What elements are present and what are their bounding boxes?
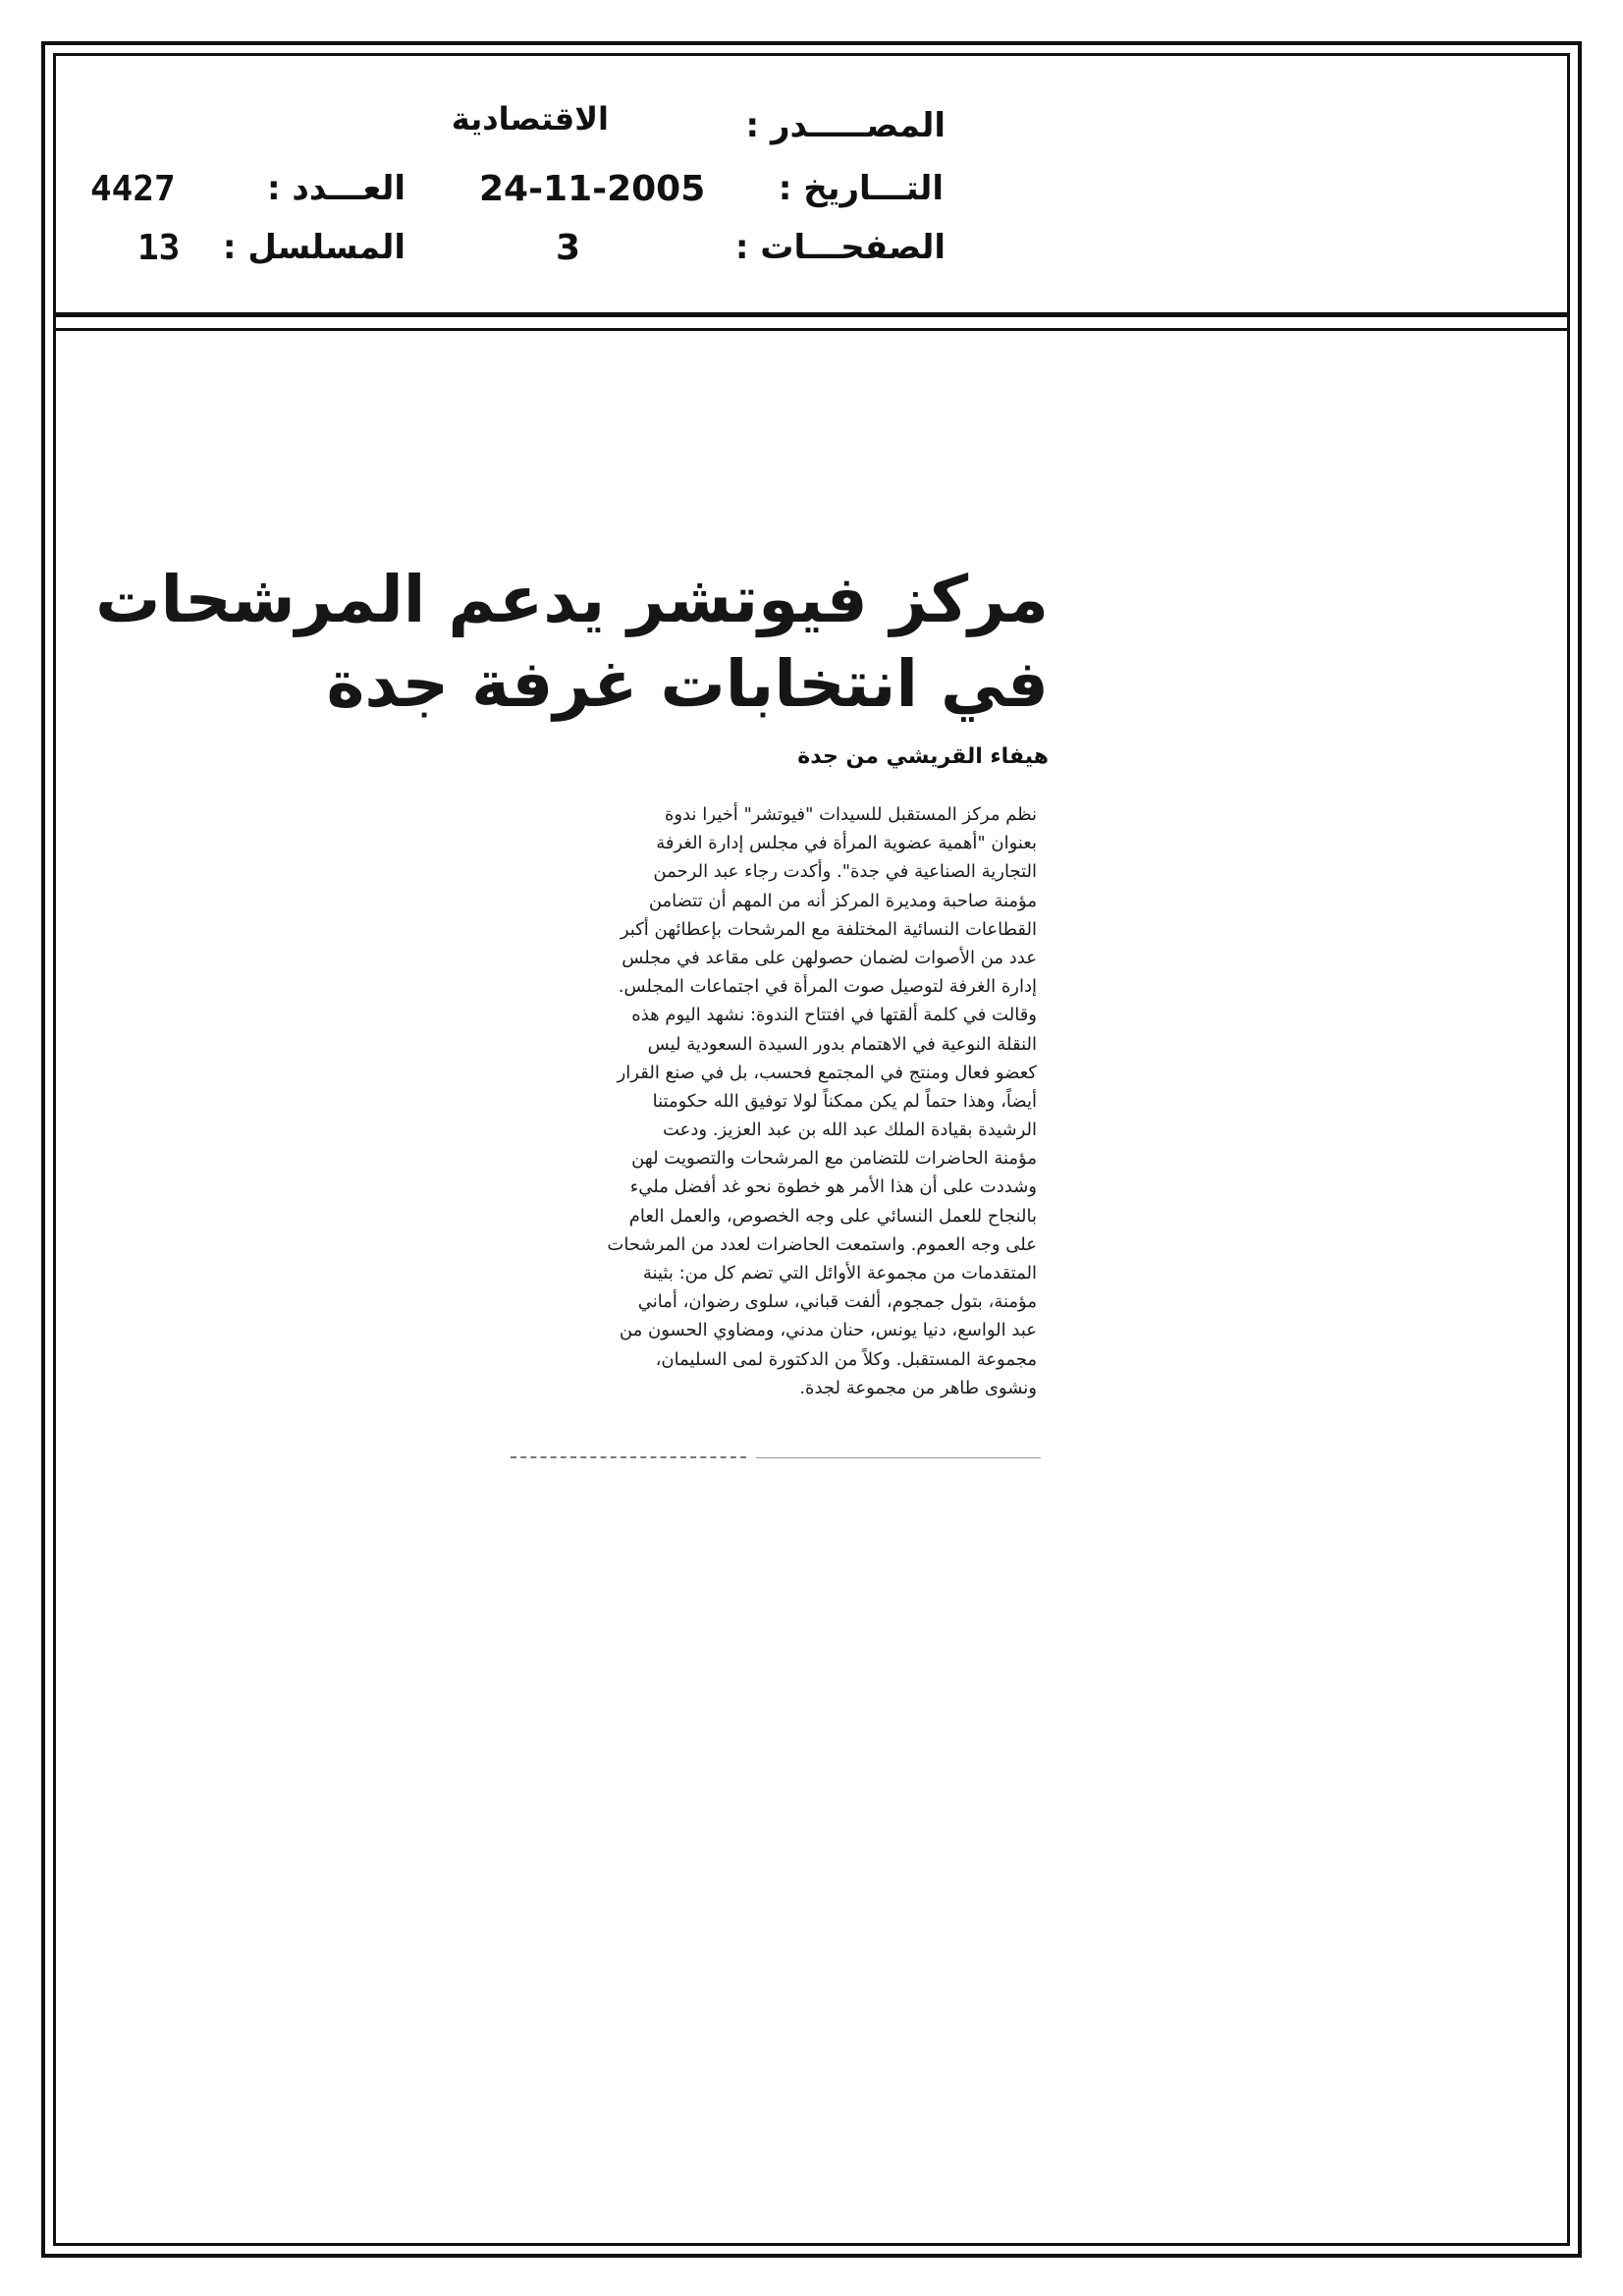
body-line: مؤمنة صاحبة ومديرة المركز أنه من المهم أن تتضامن <box>648 890 1037 911</box>
body-line: مجموعة المستقبل. وكلاً من الدكتورة لمى السليمان، <box>655 1348 1037 1370</box>
pages-value: 3 <box>556 228 581 268</box>
body-line: كعضو فعال ومنتج في المجتمع فحسب، بل في صنع القرار <box>617 1062 1037 1083</box>
headline-line-1: مركز فيوتشر يدعم المرشحات <box>95 562 1049 637</box>
body-line: وقالت في كلمة ألقتها في افتتاح الندوة: نشهد اليوم هذه <box>631 1005 1037 1026</box>
body-line: مؤمنة، بتول جمجوم، ألفت قباني، سلوى رضوان، أماني <box>637 1291 1037 1313</box>
serial-label: المسلسل : <box>222 228 406 267</box>
date-label: التـــاريخ : <box>778 169 944 208</box>
serial-value: 13 <box>137 228 181 268</box>
source-label: المصـــــدر : <box>745 106 946 145</box>
body-line: بعنوان "أهمية عضوية المرأة في مجلس إدارة الغرفة <box>656 833 1037 854</box>
body-line: نظم مركز المستقبل للسيدات "فيوتشر" أخيرا ندوة <box>664 804 1037 825</box>
date-value: 24-11-2005 <box>479 169 706 209</box>
issue-label: العـــدد : <box>267 169 406 208</box>
byline: هيفاء القريشي من جدة <box>797 744 1049 769</box>
body-line: الرشيدة بقيادة الملك عبد الله بن عبد العزيز. ودعت <box>662 1120 1037 1141</box>
header-divider-secondary <box>53 328 1570 331</box>
body-line: على وجه العموم. واستمعت الحاضرات لعدد من المرشحات <box>607 1233 1037 1255</box>
body-line: بالنجاح للعمل النسائي على وجه الخصوص، والعمل العام <box>628 1205 1037 1227</box>
body-line: القطاعات النسائية المختلفة مع المرشحات بإعطائهن أكبر <box>620 918 1037 940</box>
body-line: عبد الواسع، دنيا يونس، حنان مدني، ومضاوي الحسون من <box>619 1320 1037 1341</box>
body-line: المتقدمات من مجموعة الأوائل التي تضم كل من: بثينة <box>642 1263 1037 1284</box>
article-body <box>503 800 1037 1402</box>
issue-value: 4427 <box>90 169 176 209</box>
body-line: وشددت على أن هذا الأمر هو خطوة نحو غد أفضل مليء <box>629 1176 1037 1198</box>
pages-label: الصفحـــات : <box>734 228 946 267</box>
body-line: أيضاً، وهذا حتماً لم يكن ممكناً لولا توفيق الله حكومتنا <box>652 1090 1037 1112</box>
clipping-edge-rule <box>756 1457 1041 1458</box>
source-value: الاقتصادية <box>451 100 609 137</box>
body-line: مؤمنة الحاضرات للتضامن مع المرشحات والتصويت لهن <box>631 1148 1037 1170</box>
body-line: عدد من الأصوات لضمان حصولهن على مقاعد في مجلس <box>622 947 1037 968</box>
headline-line-2: في انتخابات غرفة جدة <box>326 646 1049 722</box>
body-line: ونشوى طاهر من مجموعة لجدة. <box>799 1377 1037 1398</box>
body-line: إدارة الغرفة لتوصيل صوت المرأة في اجتماعات المجلس. <box>618 976 1037 998</box>
clipping-edge-rule <box>511 1456 746 1458</box>
body-line: التجارية الصناعية في جدة". وأكدت رجاء عبد الرحمن <box>653 861 1037 883</box>
header-divider <box>53 312 1570 317</box>
body-line: النقلة النوعية في الاهتمام بدور السيدة السعودية ليس <box>647 1033 1037 1055</box>
